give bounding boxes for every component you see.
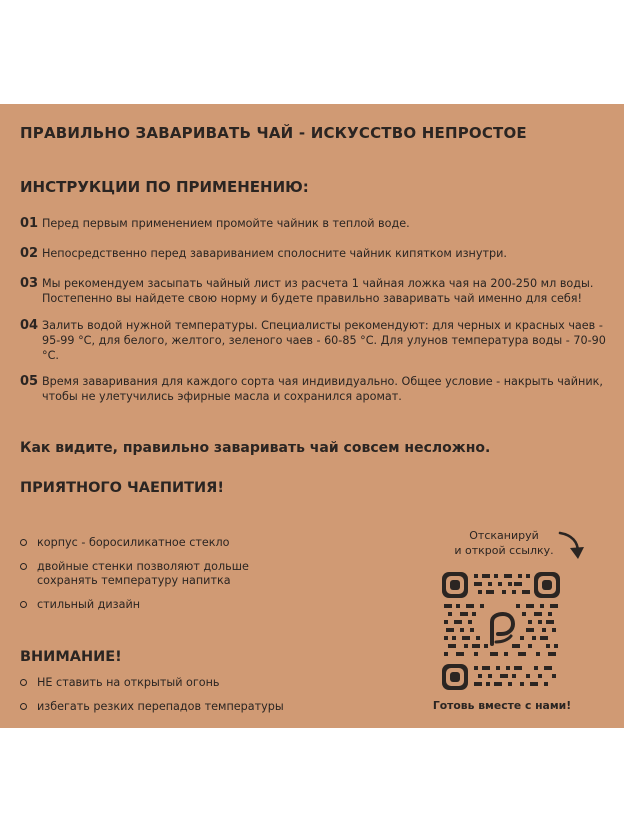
feature-text: корпус - боросиликатное стекло — [37, 536, 230, 549]
bullet-icon — [20, 539, 27, 546]
step-number: 01 — [20, 216, 39, 231]
step-number: 03 — [20, 276, 39, 291]
step-number: 05 — [20, 374, 39, 389]
enjoy-heading: ПРИЯТНОГО ЧАЕПИТИЯ! — [20, 480, 224, 496]
instruction-card — [0, 104, 624, 728]
warning-text: избегать резких перепадов температуры — [37, 700, 284, 713]
instructions-heading: ИНСТРУКЦИИ ПО ПРИМЕНЕНИЮ: — [20, 178, 309, 196]
attention-heading: ВНИМАНИЕ! — [20, 649, 122, 665]
curved-arrow-icon — [556, 530, 586, 562]
feature-text: двойные стенки позволяют дольше сохранять температуру напитка — [37, 560, 249, 587]
scan-line: Отсканируй — [469, 529, 539, 542]
qr-code-icon[interactable] — [442, 572, 560, 690]
step-number: 04 — [20, 318, 39, 333]
feature-text: стильный дизайн — [37, 598, 141, 611]
step-text: Непосредственно перед завариванием сполосните чайник кипятком изнутри. — [42, 247, 507, 260]
step-text: Перед первым применением промойте чайник в теплой воде. — [42, 217, 410, 230]
step-text: Время заваривания для каждого сорта чая индивидуально. Общее условие - накрыть чайник, чтобы не улетучились эфирные масла и сохранился аромат. — [42, 375, 603, 403]
scan-line: и открой ссылку. — [454, 544, 554, 557]
bullet-icon — [20, 601, 27, 608]
summary-text: Как видите, правильно заваривать чай совсем несложно. — [20, 440, 491, 456]
bullet-icon — [20, 563, 27, 570]
together-caption: Готовь вместе с нами! — [432, 699, 572, 712]
warning-text: НЕ ставить на открытый огонь — [37, 676, 220, 689]
page-title: ПРАВИЛЬНО ЗАВАРИВАТЬ ЧАЙ - ИСКУССТВО НЕПРОСТОЕ — [20, 124, 527, 142]
bullet-icon — [20, 679, 27, 686]
bullet-icon — [20, 703, 27, 710]
step-text: Залить водой нужной температуры. Специалисты рекомендуют: для черных и красных чаев - 95-99 °С, для белого, желтого, зеленого чаев - 60-85 °С. Для улунов температура воды - 70-90 °С. — [42, 319, 606, 362]
step-text: Мы рекомендуем засыпать чайный лист из расчета 1 чайная ложка чая на 200-250 мл воды. Постепенно вы найдете свою норму и будете правильно заваривать чай именно для себя! — [42, 277, 594, 305]
scan-caption — [440, 528, 568, 558]
step-number: 02 — [20, 246, 39, 261]
